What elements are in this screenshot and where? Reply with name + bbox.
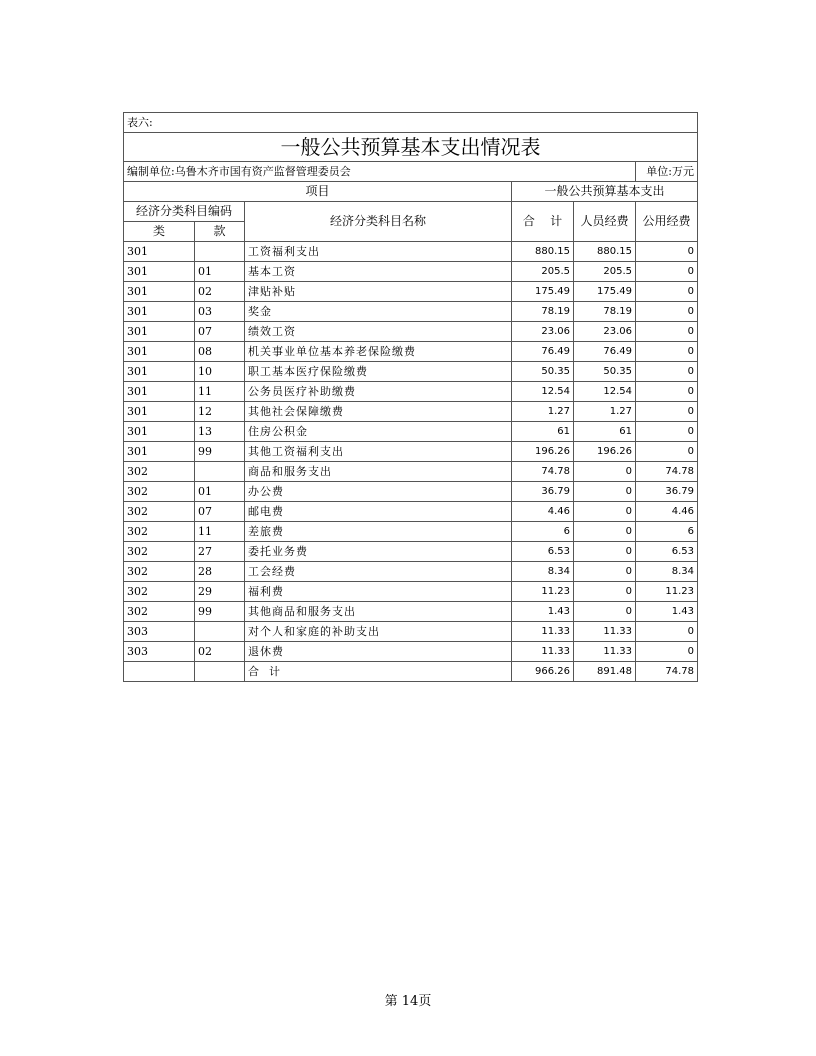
row-lei: 301 — [124, 242, 195, 262]
header-code: 经济分类科目编码 — [124, 202, 245, 222]
row-name: 机关事业单位基本养老保险缴费 — [245, 342, 512, 362]
row-kuan: 07 — [195, 502, 245, 522]
row-personnel: 11.33 — [574, 622, 636, 642]
row-lei: 302 — [124, 582, 195, 602]
row-total: 11.23 — [512, 582, 574, 602]
row-personnel: 23.06 — [574, 322, 636, 342]
row-total: 196.26 — [512, 442, 574, 462]
row-lei: 303 — [124, 622, 195, 642]
row-lei: 301 — [124, 402, 195, 422]
row-public: 0 — [636, 382, 698, 402]
budget-table — [123, 112, 698, 682]
table-row — [124, 462, 698, 482]
table-row — [124, 422, 698, 442]
row-public: 6 — [636, 522, 698, 542]
row-total: 50.35 — [512, 362, 574, 382]
row-lei: 301 — [124, 262, 195, 282]
row-name: 办公费 — [245, 482, 512, 502]
row-name: 其他工资福利支出 — [245, 442, 512, 462]
row-personnel: 11.33 — [574, 642, 636, 662]
row-personnel: 0 — [574, 522, 636, 542]
row-kuan: 11 — [195, 522, 245, 542]
table-row — [124, 302, 698, 322]
row-public: 0 — [636, 442, 698, 462]
row-personnel: 61 — [574, 422, 636, 442]
row-lei: 301 — [124, 302, 195, 322]
row-total: 8.34 — [512, 562, 574, 582]
row-personnel: 0 — [574, 482, 636, 502]
row-public: 0 — [636, 402, 698, 422]
row-total: 23.06 — [512, 322, 574, 342]
row-name: 差旅费 — [245, 522, 512, 542]
row-name: 工会经费 — [245, 562, 512, 582]
row-personnel: 0 — [574, 602, 636, 622]
row-personnel: 0 — [574, 542, 636, 562]
row-public: 74.78 — [636, 662, 698, 682]
row-public: 0 — [636, 322, 698, 342]
row-public: 0 — [636, 282, 698, 302]
row-personnel: 76.49 — [574, 342, 636, 362]
row-lei: 302 — [124, 502, 195, 522]
row-public: 0 — [636, 622, 698, 642]
row-personnel: 196.26 — [574, 442, 636, 462]
table-label: 表六: — [124, 113, 698, 133]
row-name: 商品和服务支出 — [245, 462, 512, 482]
row-kuan: 13 — [195, 422, 245, 442]
row-kuan: 28 — [195, 562, 245, 582]
row-name: 基本工资 — [245, 262, 512, 282]
row-name: 委托业务费 — [245, 542, 512, 562]
row-total: 6.53 — [512, 542, 574, 562]
row-lei: 302 — [124, 522, 195, 542]
row-public: 0 — [636, 642, 698, 662]
row-kuan: 01 — [195, 482, 245, 502]
table-row — [124, 342, 698, 362]
row-kuan: 02 — [195, 642, 245, 662]
row-kuan — [195, 662, 245, 682]
table-row — [124, 362, 698, 382]
table-row — [124, 582, 698, 602]
row-name: 职工基本医疗保险缴费 — [245, 362, 512, 382]
row-total: 966.26 — [512, 662, 574, 682]
row-kuan — [195, 242, 245, 262]
table-row — [124, 482, 698, 502]
header-lei: 类 — [124, 222, 195, 242]
row-personnel: 0 — [574, 582, 636, 602]
table-row — [124, 382, 698, 402]
row-kuan: 03 — [195, 302, 245, 322]
row-total: 11.33 — [512, 622, 574, 642]
row-kuan — [195, 462, 245, 482]
row-total: 76.49 — [512, 342, 574, 362]
row-total: 11.33 — [512, 642, 574, 662]
header-budget: 一般公共预算基本支出 — [512, 182, 698, 202]
header-item: 项目 — [124, 182, 512, 202]
table-row — [124, 522, 698, 542]
row-lei: 301 — [124, 362, 195, 382]
table-row — [124, 562, 698, 582]
row-lei: 301 — [124, 442, 195, 462]
row-name: 住房公积金 — [245, 422, 512, 442]
row-name: 津贴补贴 — [245, 282, 512, 302]
row-total: 78.19 — [512, 302, 574, 322]
row-personnel: 0 — [574, 462, 636, 482]
row-lei: 302 — [124, 482, 195, 502]
row-public: 8.34 — [636, 562, 698, 582]
row-personnel: 205.5 — [574, 262, 636, 282]
table-title: 一般公共预算基本支出情况表 — [124, 133, 698, 162]
row-public: 0 — [636, 242, 698, 262]
row-personnel: 50.35 — [574, 362, 636, 382]
row-lei: 302 — [124, 462, 195, 482]
row-kuan: 99 — [195, 442, 245, 462]
table-row — [124, 442, 698, 462]
row-lei — [124, 662, 195, 682]
row-total: 1.43 — [512, 602, 574, 622]
row-public: 0 — [636, 342, 698, 362]
page-number: 第 14页 — [384, 994, 432, 1009]
table-row — [124, 642, 698, 662]
table-row — [124, 282, 698, 302]
row-lei: 302 — [124, 602, 195, 622]
header-personnel: 人员经费 — [574, 202, 636, 242]
row-lei: 301 — [124, 342, 195, 362]
row-total: 6 — [512, 522, 574, 542]
row-kuan: 01 — [195, 262, 245, 282]
row-lei: 301 — [124, 422, 195, 442]
row-personnel: 1.27 — [574, 402, 636, 422]
row-public: 0 — [636, 262, 698, 282]
row-total: 4.46 — [512, 502, 574, 522]
row-personnel: 880.15 — [574, 242, 636, 262]
row-name: 绩效工资 — [245, 322, 512, 342]
currency-unit: 单位:万元 — [636, 162, 698, 182]
row-public: 0 — [636, 422, 698, 442]
header-public: 公用经费 — [636, 202, 698, 242]
row-public: 4.46 — [636, 502, 698, 522]
row-total: 205.5 — [512, 262, 574, 282]
table-row — [124, 622, 698, 642]
row-total: 880.15 — [512, 242, 574, 262]
row-name: 邮电费 — [245, 502, 512, 522]
row-public: 6.53 — [636, 542, 698, 562]
row-total: 36.79 — [512, 482, 574, 502]
row-total: 61 — [512, 422, 574, 442]
row-public: 1.43 — [636, 602, 698, 622]
row-kuan: 02 — [195, 282, 245, 302]
row-total: 74.78 — [512, 462, 574, 482]
row-public: 0 — [636, 362, 698, 382]
row-kuan: 99 — [195, 602, 245, 622]
row-lei: 302 — [124, 542, 195, 562]
header-name: 经济分类科目名称 — [245, 202, 512, 242]
row-name: 工资福利支出 — [245, 242, 512, 262]
row-kuan: 08 — [195, 342, 245, 362]
table-row — [124, 242, 698, 262]
row-personnel: 891.48 — [574, 662, 636, 682]
row-lei: 301 — [124, 322, 195, 342]
row-public: 74.78 — [636, 462, 698, 482]
row-name: 其他商品和服务支出 — [245, 602, 512, 622]
row-kuan: 07 — [195, 322, 245, 342]
row-kuan: 12 — [195, 402, 245, 422]
row-name: 合 计 — [245, 662, 512, 682]
row-name: 公务员医疗补助缴费 — [245, 382, 512, 402]
table-row — [124, 602, 698, 622]
row-public: 11.23 — [636, 582, 698, 602]
row-personnel: 78.19 — [574, 302, 636, 322]
row-kuan: 27 — [195, 542, 245, 562]
row-lei: 303 — [124, 642, 195, 662]
row-name: 对个人和家庭的补助支出 — [245, 622, 512, 642]
row-kuan: 11 — [195, 382, 245, 402]
row-total: 175.49 — [512, 282, 574, 302]
budget-table-sheet — [123, 112, 697, 682]
row-total: 12.54 — [512, 382, 574, 402]
row-kuan: 10 — [195, 362, 245, 382]
row-total: 1.27 — [512, 402, 574, 422]
row-name: 其他社会保障缴费 — [245, 402, 512, 422]
row-name: 退休费 — [245, 642, 512, 662]
table-row — [124, 662, 698, 682]
table-row — [124, 502, 698, 522]
row-public: 0 — [636, 302, 698, 322]
row-lei: 301 — [124, 382, 195, 402]
table-row — [124, 542, 698, 562]
header-total: 合 计 — [512, 202, 574, 242]
table-row — [124, 262, 698, 282]
row-personnel: 0 — [574, 562, 636, 582]
row-kuan: 29 — [195, 582, 245, 602]
row-public: 36.79 — [636, 482, 698, 502]
row-kuan — [195, 622, 245, 642]
row-lei: 301 — [124, 282, 195, 302]
row-personnel: 175.49 — [574, 282, 636, 302]
row-name: 福利费 — [245, 582, 512, 602]
table-row — [124, 322, 698, 342]
row-personnel: 0 — [574, 502, 636, 522]
row-lei: 302 — [124, 562, 195, 582]
compiling-unit: 编制单位:乌鲁木齐市国有资产监督管理委员会 — [124, 162, 636, 182]
row-name: 奖金 — [245, 302, 512, 322]
row-personnel: 12.54 — [574, 382, 636, 402]
table-row — [124, 402, 698, 422]
header-kuan: 款 — [195, 222, 245, 242]
